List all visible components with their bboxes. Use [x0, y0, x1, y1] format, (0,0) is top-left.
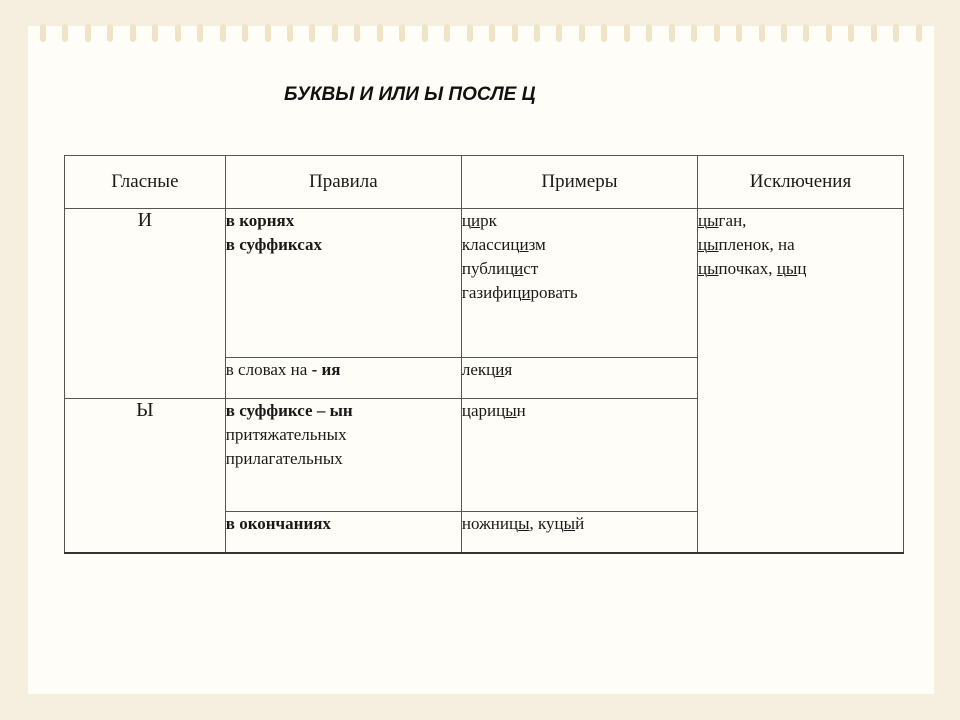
exception-word: цыпленок, на: [698, 235, 795, 254]
decorative-border: [28, 24, 934, 54]
header-rules: Правила: [225, 156, 461, 209]
table-row: [65, 209, 904, 358]
examples-words-iya: лекция: [461, 358, 697, 399]
vowel-y: Ы: [65, 399, 226, 554]
example-word: публицист: [461, 259, 539, 278]
exceptions-cell: [698, 209, 904, 554]
example-word: газифицировать: [461, 283, 578, 302]
page-title: БУКВЫ И ИЛИ Ы ПОСЛЕ Ц: [284, 84, 536, 105]
rule-suffix-yn: в суффиксе – ын притяжательных прилагательных: [225, 399, 461, 512]
header-vowels: Гласные: [65, 156, 226, 209]
table-header-row: [65, 156, 904, 209]
examples-endings: ножницы, куцый: [461, 512, 697, 554]
example-word: цирк: [461, 211, 497, 230]
examples-suffix-yn: царицын: [461, 399, 697, 512]
rules-table: [64, 155, 904, 554]
exception-word: цыпочках, цыц: [698, 259, 807, 278]
header-exceptions: Исключения: [698, 156, 904, 209]
rule-roots-suffixes: в корнях в суффиксах: [225, 209, 461, 358]
exception-word: цыган,: [698, 211, 747, 230]
header-examples: Примеры: [461, 156, 697, 209]
vowel-i: И: [65, 209, 226, 399]
examples-roots-suffixes: [461, 209, 697, 358]
rule-endings: в окончаниях: [225, 512, 461, 554]
example-word: классицизм: [461, 235, 546, 254]
rule-words-iya: в словах на - ия: [225, 358, 461, 399]
